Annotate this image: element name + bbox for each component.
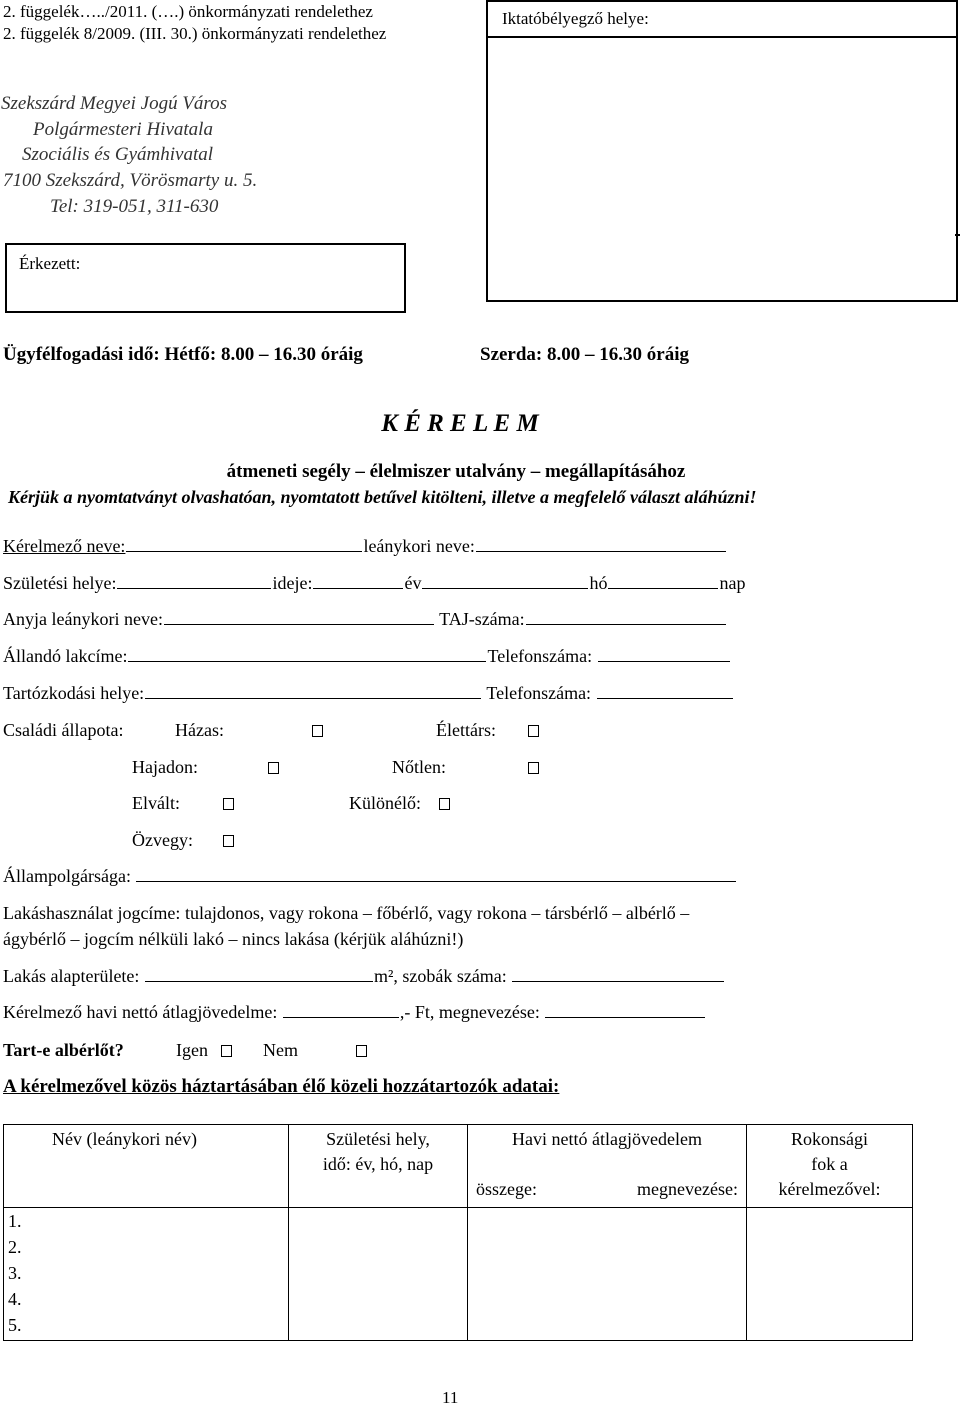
office-unit: Szociális és Gyámhivatal <box>22 144 214 165</box>
married-checkbox[interactable] <box>312 725 323 737</box>
citizenship-label: Állampolgársága: <box>3 866 131 886</box>
housing-title-options-2[interactable]: ágybérlő – jogcím nélküli lakó – nincs lakása (kérjük aláhúzni!) <box>3 929 464 949</box>
divorced-checkbox[interactable] <box>223 798 234 810</box>
floor-area-label: Lakás alapterülete: <box>3 966 140 986</box>
household-table <box>3 1124 913 1341</box>
income-cell[interactable] <box>468 1208 747 1341</box>
applicant-name-label: Kérelmező neve: <box>3 536 126 556</box>
received-label: Érkezett: <box>19 254 81 273</box>
stamp-label: Iktatóbélyegző helye: <box>502 9 649 28</box>
residence-field[interactable] <box>145 697 481 699</box>
applicant-name-field[interactable] <box>126 550 362 552</box>
col-income-amount: összege: <box>476 1179 537 1199</box>
office-name: Szekszárd Megyei Jogú Város <box>1 93 228 114</box>
col-income-type: megnevezése: <box>637 1179 738 1199</box>
sublet-label: Tart-e albérlőt? <box>3 1040 124 1060</box>
row-applicant <box>3 536 727 557</box>
maiden-name-field[interactable] <box>476 550 726 552</box>
sublet-yes-label: Igen <box>176 1040 208 1060</box>
income-field[interactable] <box>283 1016 399 1018</box>
table-row-1: 1. <box>8 1211 22 1231</box>
table-body-row <box>4 1208 913 1341</box>
office-address: 7100 Szekszárd, Vörösmarty u. 5. <box>3 170 258 191</box>
birth-month-field[interactable] <box>422 587 588 589</box>
unmarried-m-option: Nőtlen: <box>392 757 446 777</box>
year-label: év <box>404 573 422 593</box>
sublet-yes-checkbox[interactable] <box>221 1045 232 1057</box>
phone2-field[interactable] <box>597 697 733 699</box>
table-row-5: 5. <box>8 1315 22 1335</box>
office-phone: Tel: 319-051, 311-630 <box>50 196 219 217</box>
married-option: Házas: <box>175 720 224 740</box>
floor-area-field[interactable] <box>145 980 373 982</box>
birth-time-label: ideje: <box>272 573 313 593</box>
currency-label: ,- Ft, megnevezése: <box>399 1002 540 1022</box>
office-hours-monday: Ügyfélfogadási idő: Hétfő: 8.00 – 16.30 óráig <box>3 344 363 365</box>
row-mother <box>3 609 727 630</box>
permanent-address-label: Állandó lakcíme: <box>3 646 128 666</box>
row-birth <box>3 573 745 594</box>
phone1-label: Telefonszáma: <box>487 646 593 666</box>
citizenship-field[interactable] <box>136 880 736 882</box>
birth-place-label: Születési helye: <box>3 573 117 593</box>
partner-option: Élettárs: <box>436 720 496 740</box>
permanent-address-field[interactable] <box>128 660 486 662</box>
residence-label: Tartózkodási helye: <box>3 683 145 703</box>
office-dept: Polgármesteri Hivatala <box>33 119 213 140</box>
separated-checkbox[interactable] <box>439 798 450 810</box>
form-instruction: Kérjük a nyomtatványt olvashatóan, nyomtatott betűvel kitölteni, illetve a megfelelő választ aláhúzni! <box>8 487 757 507</box>
mother-name-label: Anyja leánykori neve: <box>3 609 163 629</box>
unmarried-f-checkbox[interactable] <box>268 762 279 774</box>
form-title: K É R E L E M <box>381 410 539 437</box>
form-subtitle: átmeneti segély – élelmiszer utalvány – megállapításához <box>226 461 686 482</box>
col-relation-header-2: fok a <box>811 1154 848 1174</box>
row-residence <box>3 683 734 704</box>
table-row-2: 2. <box>8 1237 22 1257</box>
taj-field[interactable] <box>526 623 726 625</box>
maiden-name-label: leánykori neve: <box>363 536 475 556</box>
appendix-ref-1: 2. függelék…../2011. (….) önkormányzati rendelethez <box>3 2 373 21</box>
row-sublet <box>3 1040 124 1061</box>
housing-title-options-1[interactable]: tulajdonos, vagy rokona – főbérlő, vagy rokona – társbérlő – albérlő – <box>184 903 690 923</box>
col-birth-header-1: Születési hely, <box>326 1129 430 1149</box>
divorced-option: Elvált: <box>132 793 180 813</box>
rooms-field[interactable] <box>512 980 724 982</box>
widowed-option: Özvegy: <box>132 830 193 850</box>
mother-name-field[interactable] <box>164 623 434 625</box>
col-birth-header-2: idő: év, hó, nap <box>322 1154 434 1174</box>
widowed-checkbox[interactable] <box>223 835 234 847</box>
phone2-label: Telefonszáma: <box>486 683 592 703</box>
stamp-divider <box>486 0 958 236</box>
income-type-field[interactable] <box>545 1016 705 1018</box>
row-address <box>3 646 731 667</box>
area-unit: m², <box>373 966 398 986</box>
taj-label: TAJ-száma: <box>439 609 525 629</box>
relation-cell[interactable] <box>747 1208 913 1341</box>
phone1-field[interactable] <box>598 660 730 662</box>
separated-option: Különélő: <box>349 793 421 813</box>
table-header-row <box>4 1125 913 1208</box>
household-heading: A kérelmezővel közös háztartásában élő közeli hozzátartozók adatai: <box>3 1076 560 1097</box>
birth-place-field[interactable] <box>117 587 271 589</box>
birth-year-field[interactable] <box>313 587 403 589</box>
col-relation-header-3: kérelmezővel: <box>778 1179 881 1199</box>
housing-title-label: Lakáshasználat jogcíme: <box>3 903 181 923</box>
table-row-4: 4. <box>8 1289 22 1309</box>
sublet-no-checkbox[interactable] <box>356 1045 367 1057</box>
row-housing-title <box>3 903 689 924</box>
unmarried-m-checkbox[interactable] <box>528 762 539 774</box>
row-floor-area <box>3 966 725 987</box>
col-name-header: Név (leánykori név) <box>52 1129 197 1149</box>
col-relation-header-1: Rokonsági <box>790 1129 868 1149</box>
office-hours-wednesday: Szerda: 8.00 – 16.30 óráig <box>480 344 689 365</box>
rooms-label: szobák száma: <box>402 966 507 986</box>
marital-status-label: Családi állapota: <box>3 720 124 740</box>
sublet-no-label: Nem <box>263 1040 298 1060</box>
col-income-header: Havi nettó átlagjövedelem <box>512 1129 702 1149</box>
unmarried-f-option: Hajadon: <box>132 757 198 777</box>
day-label: nap <box>719 573 746 593</box>
birth-cell[interactable] <box>289 1208 468 1341</box>
partner-checkbox[interactable] <box>528 725 539 737</box>
birth-day-field[interactable] <box>608 587 718 589</box>
table-row-3: 3. <box>8 1263 22 1283</box>
month-label: hó <box>589 573 608 593</box>
row-citizenship <box>3 866 737 887</box>
appendix-ref-2: 2. függelék 8/2009. (III. 30.) önkormányzati rendelethez <box>3 24 387 43</box>
income-label: Kérelmező havi nettó átlagjövedelme: <box>3 1002 278 1022</box>
page-number: 11 <box>442 1388 459 1407</box>
row-income <box>3 1002 706 1023</box>
